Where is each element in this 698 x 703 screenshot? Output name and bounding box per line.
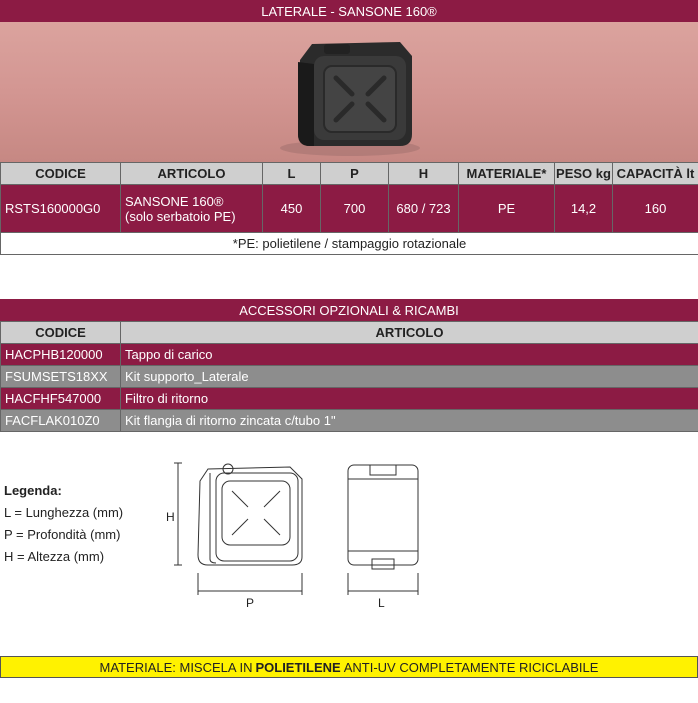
acc-articolo: Filtro di ritorno (121, 388, 698, 410)
dim-label-p: P (246, 596, 255, 610)
accessories-header-banner (0, 299, 698, 321)
col-codice: CODICE (1, 163, 121, 185)
table-row (1, 388, 698, 410)
col-articolo: ARTICOLO (121, 163, 263, 185)
table-row (1, 366, 698, 388)
cell-codice: RSTS160000G0 (1, 185, 121, 233)
table-row (1, 344, 698, 366)
table-row (1, 185, 698, 233)
col-capacita: CAPACITÀ lt (613, 163, 698, 185)
acc-col-codice: CODICE (1, 322, 121, 344)
acc-articolo: Kit supporto_Laterale (121, 366, 698, 388)
accessories-table-header (1, 322, 698, 344)
product-header-title: LATERALE - SANSONE 160® (261, 3, 437, 19)
cell-h: 680 / 723 (389, 185, 459, 233)
acc-codice: FSUMSETS18XX (1, 366, 121, 388)
material-footer-banner (0, 656, 698, 678)
cell-capacita: 160 (613, 185, 698, 233)
articolo-line-2: (solo serbatoio PE) (125, 208, 236, 224)
product-photo (0, 22, 698, 162)
col-h: H (389, 163, 459, 185)
material-note: *PE: polietilene / stampaggio rotazionale (1, 233, 698, 255)
technical-drawing (160, 455, 460, 615)
legend (4, 480, 123, 568)
articolo-line-1: SANSONE 160® (125, 193, 224, 209)
col-p: P (321, 163, 389, 185)
acc-articolo: Kit flangia di ritorno zincata c/tubo 1" (121, 410, 698, 432)
footer-suffix: ANTI-UV COMPLETAMENTE RICICLABILE (343, 659, 599, 675)
acc-codice: FACFLAK010Z0 (1, 410, 121, 432)
acc-articolo: Tappo di carico (121, 344, 698, 366)
acc-col-articolo: ARTICOLO (121, 322, 698, 344)
dim-label-l: L (378, 596, 385, 610)
cell-p: 700 (321, 185, 389, 233)
accessories-title: ACCESSORI OPZIONALI & RICAMBI (239, 302, 459, 318)
cell-peso: 14,2 (555, 185, 613, 233)
footer-prefix: MATERIALE: MISCELA IN (99, 659, 253, 675)
product-table-header (1, 163, 698, 185)
cell-l: 450 (263, 185, 321, 233)
tank-photo-illustration (0, 22, 698, 162)
col-l: L (263, 163, 321, 185)
cell-materiale: PE (459, 185, 555, 233)
legend-item-p: P = Profondità (mm) (4, 527, 121, 542)
col-materiale: MATERIALE* (459, 163, 555, 185)
acc-codice: HACPHB120000 (1, 344, 121, 366)
accessories-table (0, 321, 698, 432)
acc-codice: HACFHF547000 (1, 388, 121, 410)
product-header-banner (0, 0, 698, 22)
dim-label-h: H (166, 510, 175, 524)
footer-bold-material: POLIETILENE (255, 659, 341, 675)
cell-articolo (121, 185, 263, 233)
legend-item-l: L = Lunghezza (mm) (4, 505, 124, 520)
product-table (0, 162, 698, 255)
table-row (1, 410, 698, 432)
legend-title: Legenda: (4, 483, 62, 498)
legend-item-h: H = Altezza (mm) (4, 549, 105, 564)
material-note-row (1, 233, 698, 255)
col-peso: PESO kg (555, 163, 613, 185)
